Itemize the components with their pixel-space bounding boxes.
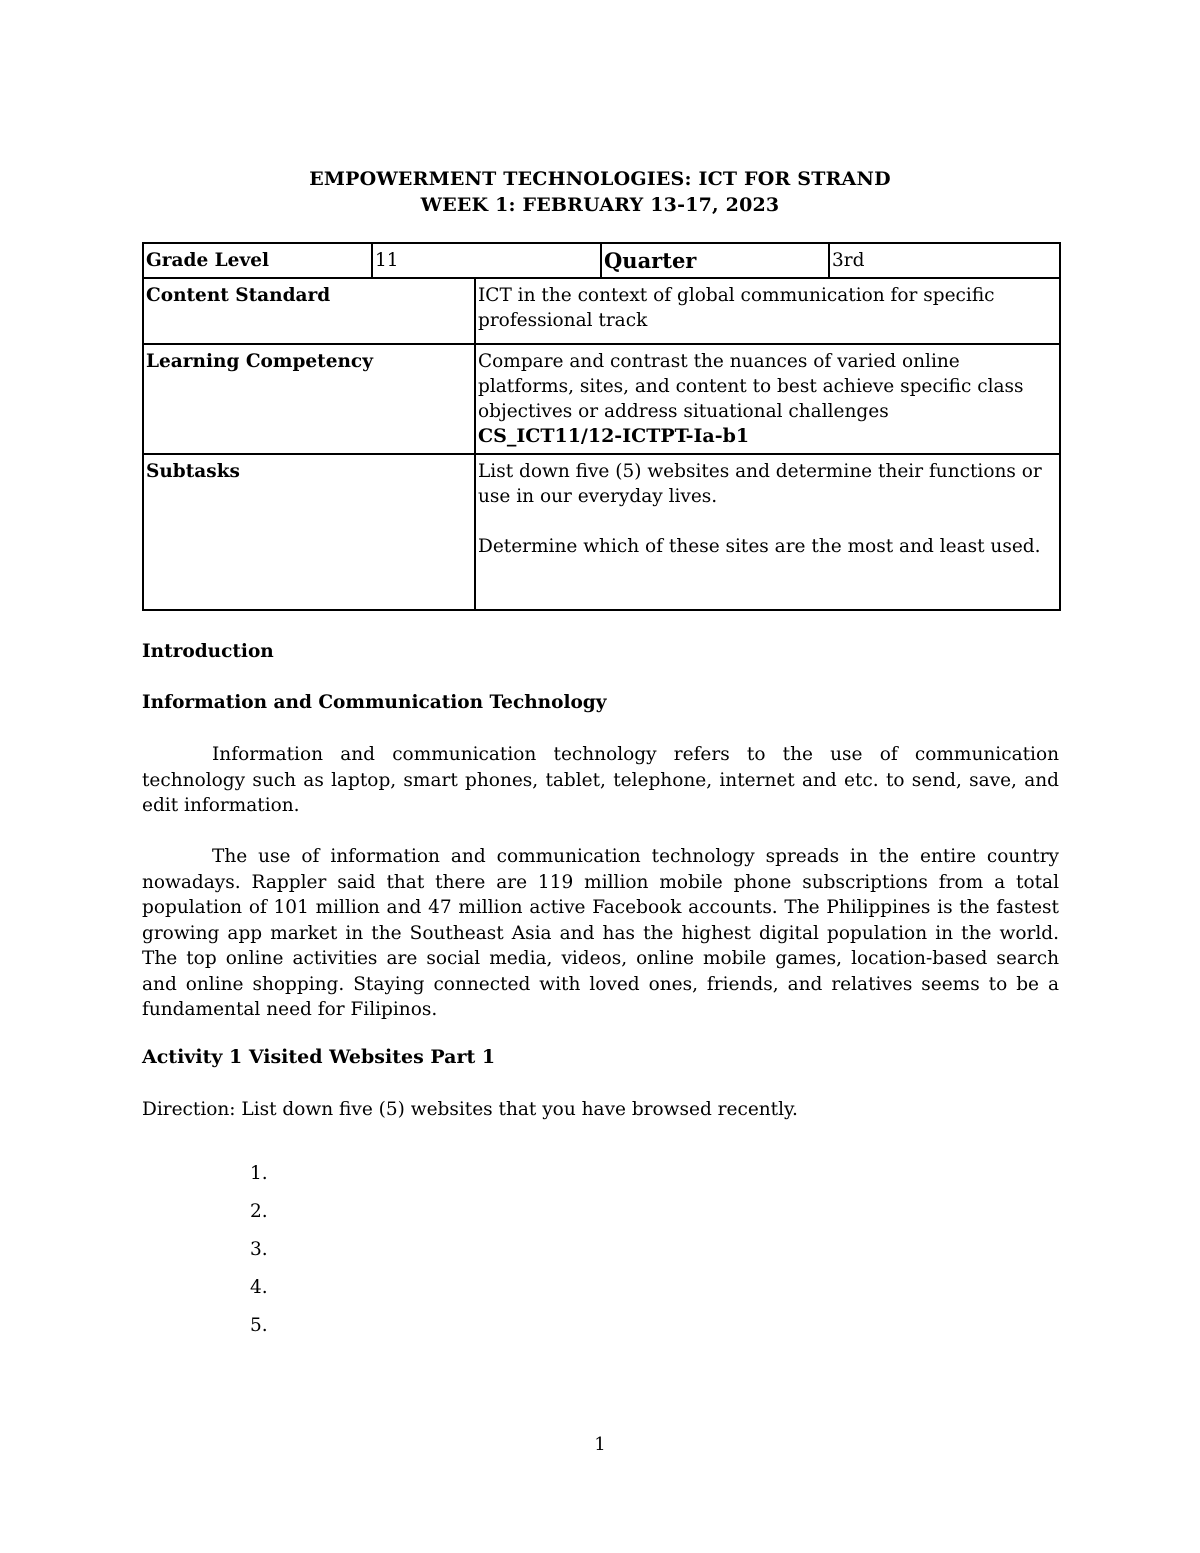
paragraph-ict-philippines bbox=[142, 844, 1059, 1023]
content-standard-value: ICT in the context of global communication for specific professional track bbox=[475, 278, 1060, 344]
grade-level-value: 11 bbox=[372, 243, 601, 278]
quarter-label: Quarter bbox=[601, 243, 829, 278]
competency-code: CS_ICT11/12-ICTPT-Ia-b1 bbox=[478, 425, 750, 447]
subtasks-row bbox=[143, 454, 1060, 610]
list-item: 1. bbox=[250, 1163, 268, 1184]
lesson-info-table bbox=[142, 242, 1061, 611]
paragraph-2-text: The use of information and communication technology spreads in the entire country nowadays. Rappler said that there are 119 million mobile phone subscriptions from a total population of 101 million and 47 million active Facebook accounts. The Philippines is the fastest growing app market in the Southeast Asia and has the highest digital population in the world. The top online activities are social media, videos, online mobile games, location-based search and online shopping. Staying connected with loved ones, friends, and relatives seems to be a fundamental need for Filipinos. bbox=[142, 846, 1059, 1020]
document-subtitle: WEEK 1: FEBRUARY 13-17, 2023 bbox=[420, 194, 780, 216]
paragraph-ict-definition bbox=[142, 742, 1059, 819]
grade-quarter-row bbox=[143, 243, 1060, 278]
direction-text: Direction: List down five (5) websites that you have browsed recently. bbox=[142, 1099, 798, 1120]
subtask-1: List down five (5) websites and determine their functions or use in our everyday lives. bbox=[478, 461, 1042, 507]
quarter-value: 3rd bbox=[829, 243, 1060, 278]
subtasks-cell bbox=[475, 454, 1060, 610]
learning-competency-cell bbox=[475, 344, 1060, 454]
ict-heading: Information and Communication Technology bbox=[142, 692, 607, 713]
list-item: 3. bbox=[250, 1239, 268, 1260]
page-number: 1 bbox=[594, 1434, 606, 1455]
list-item: 2. bbox=[250, 1201, 268, 1222]
document-title: EMPOWERMENT TECHNOLOGIES: ICT FOR STRAND bbox=[309, 168, 891, 190]
list-item: 4. bbox=[250, 1277, 268, 1298]
websites-list bbox=[250, 1160, 268, 1350]
grade-level-label: Grade Level bbox=[143, 243, 372, 278]
activity-heading: Activity 1 Visited Websites Part 1 bbox=[142, 1046, 496, 1068]
subtasks-label: Subtasks bbox=[143, 454, 475, 610]
learning-competency-label: Learning Competency bbox=[143, 344, 475, 454]
subtask-2: Determine which of these sites are the most and least used. bbox=[478, 536, 1041, 557]
paragraph-1-text: Information and communication technology refers to the use of communication technology such as laptop, smart phones, tablet, telephone, internet and etc. to send, save, and edit information. bbox=[142, 744, 1059, 816]
introduction-heading: Introduction bbox=[142, 641, 274, 662]
list-item: 5. bbox=[250, 1315, 268, 1336]
content-standard-row bbox=[143, 278, 1060, 344]
content-standard-label: Content Standard bbox=[143, 278, 475, 344]
learning-competency-value: Compare and contrast the nuances of varied online platforms, sites, and content to best achieve specific class objectives or address situational challenges bbox=[478, 351, 1024, 422]
learning-competency-row bbox=[143, 344, 1060, 454]
